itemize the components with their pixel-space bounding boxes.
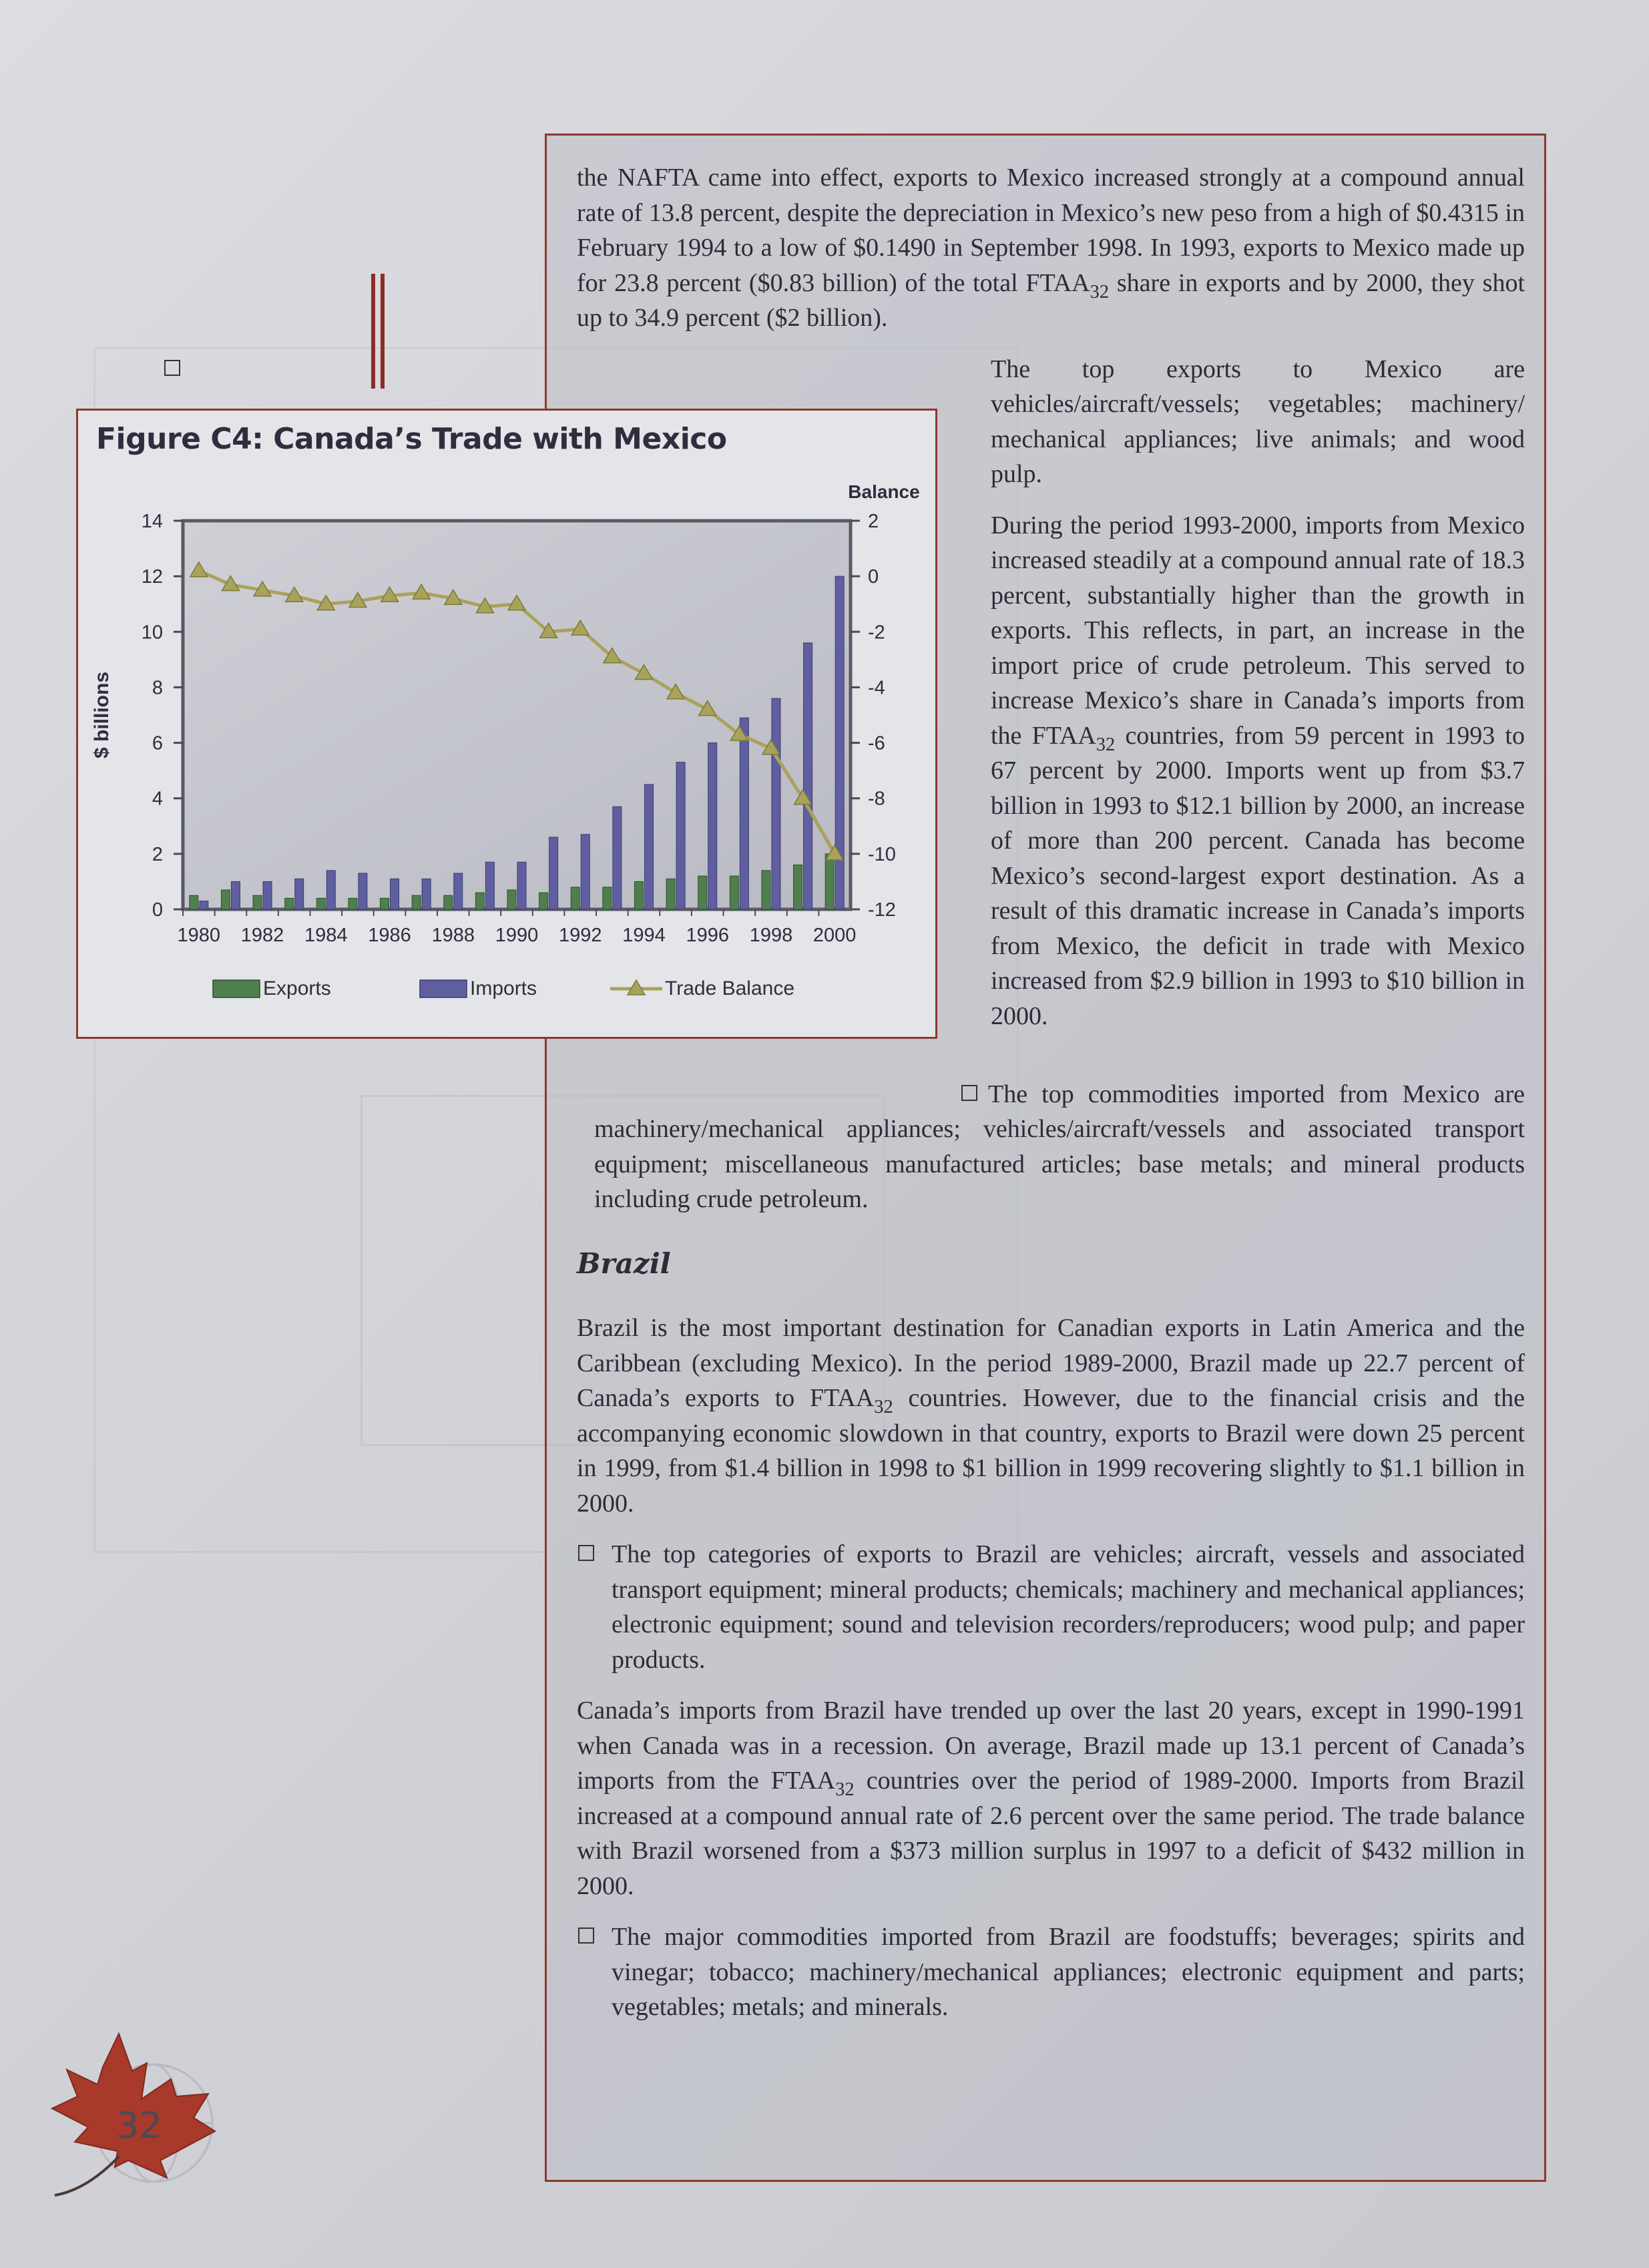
bullet-imports-mexico (577, 1077, 1525, 1217)
paragraph-imports-mexico: During the period 1993-2000, imports from Mexico increased steadily at a compound annual rate of 18.3 percent, substantially higher than the growth in exports. This reflects, in part, an increase in the import price of crude petroleum. This served to increase Mexico’s share in Canada’s imports from the $FTAA_{32}$ countries, from 59 percent in 1993 to 67 percent by 2000. Imports went up from $3.7 billion in 1993 to $12.1 billion by 2000, an increase of more than 200 percent. Canada has become Mexico’s second-largest export destination. As a result of this dramatic increase in Canada’s imports from Mexico, the deficit in trade with Mexico increased from $2.9 billion in 1993 to $10 billion in 2000. (991, 511, 1525, 1030)
x-tick-label: 1988 (431, 925, 475, 946)
page-number: 32 (116, 2104, 162, 2146)
x-tick-label: 2000 (812, 925, 857, 946)
plot-area (183, 521, 851, 909)
y2-tick-label: -10 (868, 843, 896, 865)
imports-bar (422, 879, 431, 909)
exports-bar (412, 895, 421, 909)
x-tick-label: 1982 (240, 925, 284, 946)
figure-title: Figure C4: Canada’s Trade with Mexico (96, 422, 727, 456)
y2-tick-label: -6 (868, 732, 885, 754)
imports-bar (326, 871, 335, 909)
right-axis (851, 511, 896, 921)
y-tick-label: 12 (141, 566, 163, 588)
y-tick-label: 8 (152, 677, 163, 699)
y-tick-label: 2 (152, 843, 163, 865)
exports-bar (698, 876, 707, 909)
imports-bar (549, 837, 558, 909)
exports-bar (475, 893, 484, 909)
y2-tick-label: -2 (868, 622, 885, 644)
exports-bar (190, 895, 198, 909)
bullet-exports-mexico-text: The top exports to Mexico are vehicles/aircraft/vessels; vegetables; machinery/ mechanical appliances; live animals; and wood pulp. (991, 355, 1525, 488)
imports-bar (772, 698, 780, 909)
checkbox-bullet-icon (578, 1545, 594, 1561)
exports-bar (253, 895, 262, 909)
exports-bar (221, 890, 230, 909)
x-tick-label: 1984 (304, 925, 348, 946)
imports-bar (708, 743, 717, 909)
y-tick-label: 4 (152, 788, 163, 810)
x-axis (178, 909, 857, 946)
y-tick-label: 14 (141, 511, 163, 532)
imports-bar (295, 879, 304, 909)
y2-tick-label: 2 (868, 511, 879, 532)
checkbox-bullet-icon (961, 1085, 977, 1101)
x-tick-label: 1990 (495, 925, 539, 946)
exports-bar (571, 887, 579, 909)
legend-exports-label: Exports (263, 977, 331, 999)
exports-bar (666, 879, 675, 909)
heading-brazil: Brazil (577, 1246, 671, 1280)
exports-bar (348, 898, 357, 909)
exports-bar (539, 893, 548, 909)
bullet-imports-mexico-text: The top commodities imported from Mexico are machinery/mechanical appliances; vehicles/aircraft/vessels and associated transport equipment; miscellaneous manufactured articles; base metals; and mineral products including crude petroleum. (594, 1080, 1525, 1213)
paragraph-nafta: the NAFTA came into effect, exports to Mexico increased strongly at a compound annual rate of 13.8 percent, despite the depreciation in Mexico’s new peso from a high of $0.4315 in February 1994 to a low of $0.1490 in September 1998. In 1993, exports to Mexico made up for 23.8 percent ($0.83 billion) of the total $FTAA_{32}$ share in exports and by 2000, they shot up to 34.9 percent ($2 billion). (577, 164, 1525, 332)
exports-bar (285, 898, 294, 909)
imports-bar (485, 862, 494, 909)
exports-bar (381, 898, 389, 909)
paragraph-brazil-imports: Canada’s imports from Brazil have trended up over the last 20 years, except in 1990-1991 when Canada was in a recession. On average, Brazil made up 13.1 percent of Canada’s imports from the $FTAA_{32}$ countries over the period of 1989-2000. Imports from Brazil increased at a compound annual rate of 2.6 percent over the same period. The trade balance with Brazil worsened from a $373 million surplus in 1997 to a deficit of $432 million in 2000. (577, 1696, 1525, 1900)
x-tick-label: 1998 (749, 925, 793, 946)
checkbox-bullet-icon (164, 360, 180, 376)
legend-exports-swatch (213, 980, 260, 997)
y2-axis-label: Balance (848, 481, 920, 502)
y-tick-label: 6 (152, 732, 163, 754)
trade-chart (76, 467, 937, 1035)
legend-balance-label: Trade Balance (665, 977, 795, 999)
y2-tick-label: 0 (868, 566, 879, 588)
exports-bar (507, 890, 516, 909)
imports-bar (391, 879, 399, 909)
bullet-exports-brazil-text: The top categories of exports to Brazil are vehicles; aircraft, vessels and associated transport equipment; mineral products; chemicals; machinery and mechanical appliances; electronic equipment; sound and television recorders/reproducers; wood pulp; and paper products. (612, 1540, 1525, 1674)
imports-bar (517, 862, 526, 909)
y-tick-label: 10 (141, 622, 163, 644)
imports-bar (740, 718, 748, 909)
x-tick-label: 1992 (558, 925, 602, 946)
imports-bar (454, 873, 463, 909)
imports-bar (581, 835, 590, 909)
chart-legend (213, 977, 794, 999)
bullet-exports-brazil (577, 1537, 1525, 1677)
y-tick-label: 0 (152, 899, 163, 921)
imports-bar (263, 881, 272, 909)
y2-tick-label: -4 (868, 677, 885, 699)
exports-bar (444, 895, 453, 909)
imports-bar (644, 784, 653, 909)
legend-imports-label: Imports (470, 977, 537, 999)
exports-bar (730, 876, 738, 909)
exports-bar (762, 871, 770, 909)
exports-bar (316, 898, 325, 909)
x-tick-label: 1986 (368, 925, 411, 946)
imports-bar (676, 762, 685, 909)
paragraph-brazil-exports: Brazil is the most important destination for Canadian exports in Latin America and the Caribbean (excluding Mexico). In the period 1989-2000, Brazil made up 22.7 percent of Canada’s exports to $FTAA_{32}$ countries. However, due to the financial crisis and the accompanying economic slowdown in that country, exports to Brazil were down 25 percent in 1999, from $1.4 billion in 1998 to $1 billion in 1999 recovering slightly to $1.1 billion in 2000. (577, 1314, 1525, 1518)
imports-bar (200, 901, 208, 909)
imports-bar (359, 873, 367, 909)
imports-bar (804, 643, 812, 909)
bullet-imports-brazil-text: The major commodities imported from Brazil are foodstuffs; beverages; spirits and vinegar; tobacco; machinery/mechanical appliances; electronic equipment and parts; vegetables; metals; and minerals. (612, 1923, 1525, 2021)
y2-tick-label: -12 (868, 899, 896, 921)
bullet-imports-brazil (577, 1919, 1525, 2025)
checkbox-bullet-icon (578, 1927, 594, 1944)
legend-imports-swatch (420, 980, 467, 997)
y2-tick-label: -8 (868, 788, 885, 810)
imports-bar (231, 881, 240, 909)
exports-bar (634, 881, 643, 909)
exports-bar (603, 887, 612, 909)
imports-bar (613, 807, 622, 909)
exports-bar (825, 854, 834, 909)
exports-bar (794, 865, 802, 909)
left-axis (142, 511, 183, 921)
x-tick-label: 1996 (686, 925, 729, 946)
y-axis-label: $ billions (91, 671, 113, 759)
x-tick-label: 1980 (177, 925, 221, 946)
x-tick-label: 1994 (622, 925, 666, 946)
